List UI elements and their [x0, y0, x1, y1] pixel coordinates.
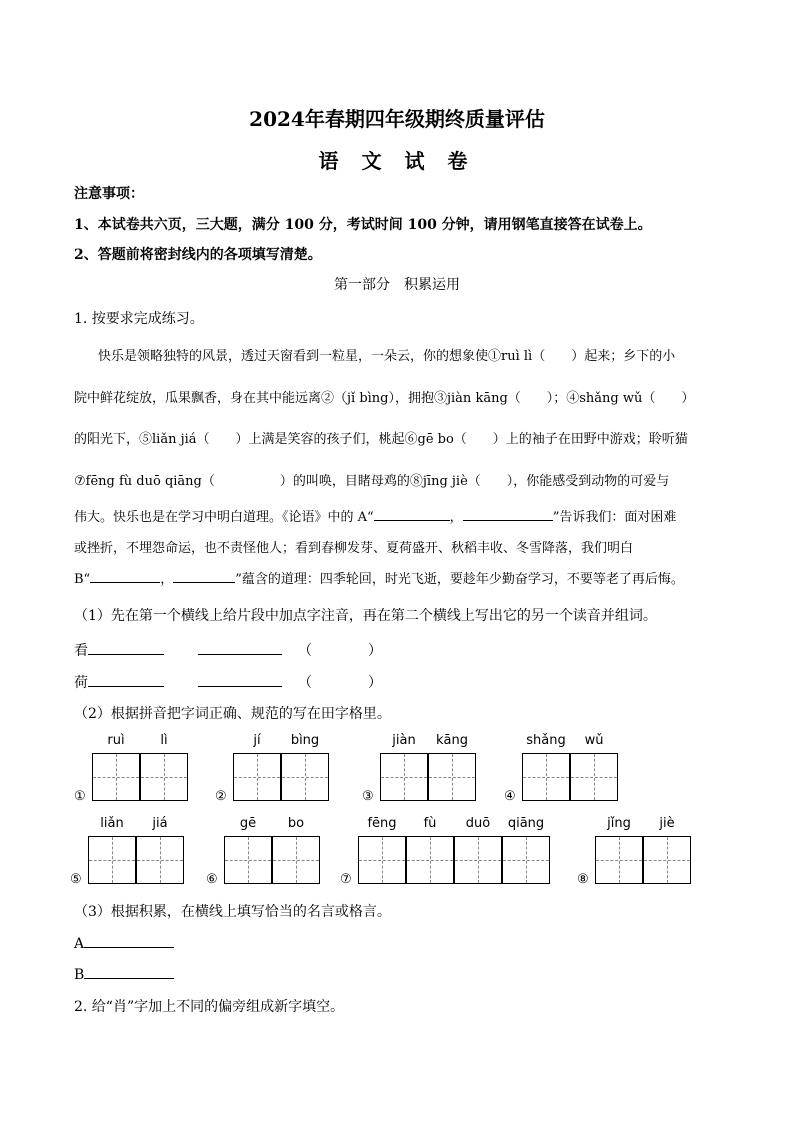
- sub-question-1-prompt: （1）先在第一个横线上给片段中加点字注音，再在第二个横线上写出它的另一个读音并组词。: [74, 608, 657, 624]
- group-number: ③: [362, 789, 374, 804]
- blank-a1[interactable]: [374, 506, 450, 521]
- comma: ，: [160, 572, 174, 587]
- blank-sub3-a[interactable]: [84, 933, 174, 948]
- blank-he-word[interactable]: （ ）: [298, 675, 382, 691]
- tian-cell[interactable]: [595, 836, 643, 884]
- comma: ，: [449, 510, 463, 525]
- sub-question-2-prompt: （2）根据拼音把字词正确、规范的写在田字格里。: [74, 706, 391, 722]
- page-subtitle: 语 文 试 卷: [318, 149, 476, 173]
- pinyin: ruì: [107, 733, 125, 748]
- tian-cell[interactable]: [358, 836, 406, 884]
- char-kan: 看: [74, 643, 88, 659]
- pinyin: lì: [160, 733, 168, 748]
- blank-b1[interactable]: [90, 568, 160, 583]
- sub-question-3-prompt: （3）根据积累，在横线上填写恰当的名言或格言。: [74, 904, 391, 920]
- tian-cell[interactable]: [224, 836, 272, 884]
- pinyin: jiá: [152, 816, 168, 831]
- sub3-row-a: [74, 933, 174, 952]
- passage-line-3: 的阳光下，⑤liǎn jiá（ ）上满是笑容的孩子们，桃起⑥gē bo（ ）上的袖子在田野中游戏；聆听猫: [74, 432, 688, 447]
- notes-heading: 注意事项：: [74, 186, 144, 202]
- passage-line-7-end: ”蕴含的道理：四季轮回，时光飞逝，要趁年少勤奋学习，不要等老了再后悔。: [235, 572, 684, 587]
- tian-cell[interactable]: [140, 753, 188, 801]
- tian-cell[interactable]: [380, 753, 428, 801]
- sub1-row-kan: [74, 640, 382, 660]
- pinyin: kāng: [436, 733, 468, 748]
- tian-cell[interactable]: [92, 753, 140, 801]
- sub1-row-he: [74, 672, 382, 692]
- tian-cell[interactable]: [406, 836, 454, 884]
- group-number: ⑤: [70, 872, 82, 887]
- pinyin: fēng: [367, 816, 397, 831]
- tian-cell[interactable]: [88, 836, 136, 884]
- char-he: 荷: [74, 675, 88, 691]
- group-number: ⑧: [577, 872, 589, 887]
- group-number: ②: [215, 789, 227, 804]
- notes-line-1: 1、本试卷共六页，三大题，满分 100 分，考试时间 100 分钟，请用钢笔直接答在试卷上。: [74, 217, 652, 233]
- pinyin: duō: [465, 816, 491, 831]
- pinyin: jiè: [659, 816, 675, 831]
- passage-line-7: [74, 568, 684, 587]
- group-number: ④: [504, 789, 516, 804]
- label-a: A: [74, 936, 85, 952]
- blank-b2[interactable]: [173, 568, 235, 583]
- tian-cell[interactable]: [233, 753, 281, 801]
- tian-cell[interactable]: [136, 836, 184, 884]
- passage-line-5-start: 伟大。快乐也是在学习中明白道理。《论语》中的 A“: [74, 510, 374, 525]
- tian-cell[interactable]: [281, 753, 329, 801]
- blank-kan-pinyin[interactable]: [88, 640, 164, 655]
- passage-line-5: [74, 506, 676, 525]
- pinyin: shǎng: [526, 733, 566, 748]
- pinyin: bìng: [290, 733, 320, 748]
- page-title: 2024年春期四年级期终质量评估: [249, 107, 545, 131]
- sub3-row-b: [74, 964, 174, 983]
- tian-cell[interactable]: [522, 753, 570, 801]
- pinyin: bo: [287, 816, 305, 831]
- blank-a2[interactable]: [463, 506, 553, 521]
- pinyin: liǎn: [100, 816, 124, 831]
- pinyin: gē: [239, 816, 257, 831]
- tian-cell[interactable]: [570, 753, 618, 801]
- question-2-prompt: 2. 给“肖”字加上不同的偏旁组成新字填空。: [74, 999, 345, 1015]
- tian-cell[interactable]: [272, 836, 320, 884]
- passage-line-5-end: ”告诉我们：面对困难: [552, 510, 677, 525]
- tian-cell[interactable]: [643, 836, 691, 884]
- tian-cell[interactable]: [502, 836, 550, 884]
- blank-kan-reading[interactable]: [198, 640, 282, 655]
- pinyin: wǔ: [584, 733, 604, 748]
- passage-line-6: 或挫折，不埋怨命运，也不责怪他人；看到春柳发芽、夏荷盛开、秋稻丰收、冬雪降落，我们明白: [74, 541, 634, 556]
- tian-cell[interactable]: [428, 753, 476, 801]
- label-b: B: [74, 967, 85, 983]
- blank-sub3-b[interactable]: [84, 964, 174, 979]
- pinyin: jǐng: [607, 816, 631, 831]
- question-1-prompt: 1. 按要求完成练习。: [74, 311, 204, 327]
- pinyin: qiāng: [507, 816, 545, 831]
- blank-kan-word[interactable]: （ ）: [298, 643, 382, 659]
- section-title: 第一部分 积累运用: [334, 277, 460, 293]
- passage-line-1: 快乐是领略独特的风景，透过天窗看到一粒星，一朵云，你的想象使①ruì lì（ ）起来；乡下的小: [98, 349, 676, 364]
- passage-line-2: 院中鲜花绽放，瓜果飘香，身在其中能远离②（jǐ bìng），拥抱③jiàn kāng（ ）；④shǎng wǔ（ ）: [74, 391, 695, 406]
- passage-line-7-start: B“: [74, 572, 91, 587]
- group-number: ⑦: [340, 872, 352, 887]
- pinyin: fù: [423, 816, 437, 831]
- blank-he-reading[interactable]: [198, 672, 282, 687]
- pinyin: jiàn: [392, 733, 416, 748]
- passage-line-4: ⑦fēng fù duō qiāng（ ）的叫唤，目睹母鸡的⑧jīng jiè（ ），你能感受到动物的可爱与: [74, 474, 670, 489]
- notes-line-2: 2、答题前将密封线内的各项填写清楚。: [74, 247, 322, 263]
- pinyin: jí: [253, 733, 261, 748]
- group-number: ⑥: [206, 872, 218, 887]
- blank-he-pinyin[interactable]: [88, 672, 164, 687]
- group-number: ①: [74, 789, 86, 804]
- tian-cell[interactable]: [454, 836, 502, 884]
